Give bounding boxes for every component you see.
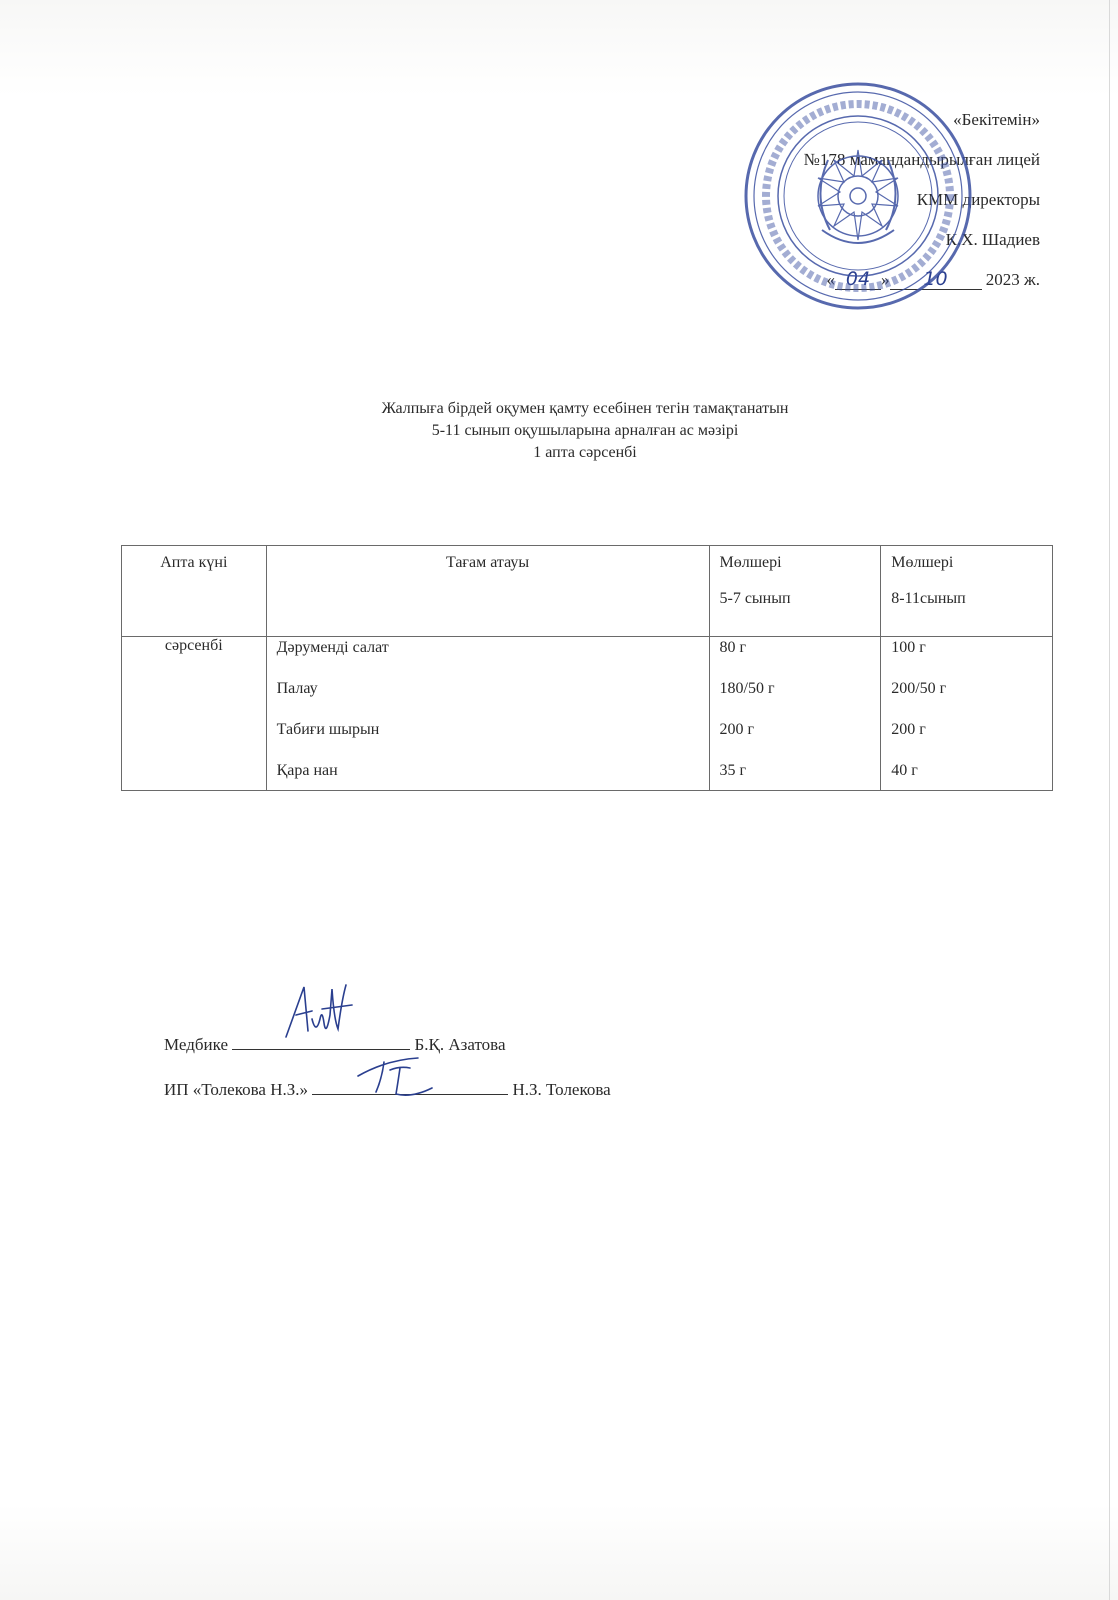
cell-day: сәрсенбі [122,637,267,791]
handwritten-signature-icon [356,1052,436,1102]
dish-name: Дәруменді салат [276,639,389,656]
header-dish: Тағам атауы [266,546,709,637]
signature-ip [164,1080,611,1100]
header-qty-5-7 [709,546,881,637]
date-open-quote: « [826,270,835,289]
qty-value: 35 г [719,762,747,779]
approval-position: КММ директоры [916,190,1040,209]
approval-date: « 04 » 10 2023 ж. [826,268,1040,290]
qty-value: 180/50 г [719,680,775,697]
qty-value: 200 г [891,721,926,738]
cell-qty-8-11 [881,637,1053,791]
nurse-name: Б.Қ. Азатова [414,1035,506,1054]
table-row [122,637,1053,791]
signature-line [312,1080,508,1095]
dish-name: Палау [276,680,318,697]
menu-title-line2: 5-11 сынып оқушыларына арналған ас мәзірі [431,422,739,439]
ip-name: Н.З. Толекова [512,1080,611,1099]
menu-title-line1: Жалпыға бірдей оқумен қамту есебінен тегін тамақтанатын [381,400,789,417]
signature-nurse [164,1035,506,1055]
qty-value: 200/50 г [891,680,947,697]
approval-school: №178 мамандандырылған лицей [803,150,1040,169]
qty-value: 80 г [719,639,747,656]
qty-value: 200 г [719,721,755,738]
qty-value: 40 г [891,762,918,779]
header-day: Апта күні [122,546,267,637]
approval-heading: «Бекітемін» [953,110,1040,129]
handwritten-signature-icon [282,979,362,1049]
date-month: 10 [890,269,982,290]
table-header-row [122,546,1053,637]
cell-qty-5-7 [709,637,881,791]
menu-table [121,545,1053,791]
signature-line [232,1035,410,1050]
date-day: 04 [835,269,881,290]
menu-title-line3: 1 апта сәрсенбі [533,444,637,461]
header-qty-8-11 [881,546,1053,637]
dish-name: Табиғи шырын [276,721,380,738]
header-qty-label: Мөлшері [891,554,954,571]
nurse-label: Медбике [164,1035,228,1054]
official-stamp-icon [742,80,974,312]
header-qty-label: Мөлшері [719,554,782,571]
header-grade-5-7: 5-7 сынып [719,590,791,607]
ip-label: ИП «Толекова Н.З.» [164,1080,309,1099]
header-grade-8-11: 8-11сынып [891,590,966,607]
date-year: 2023 ж. [985,270,1040,289]
approval-director: К.Х. Шадиев [945,230,1040,249]
qty-value: 100 г [891,639,926,656]
cell-dishes [266,637,709,791]
dish-name: Қара нан [276,762,338,779]
menu-title-block [120,398,1050,464]
